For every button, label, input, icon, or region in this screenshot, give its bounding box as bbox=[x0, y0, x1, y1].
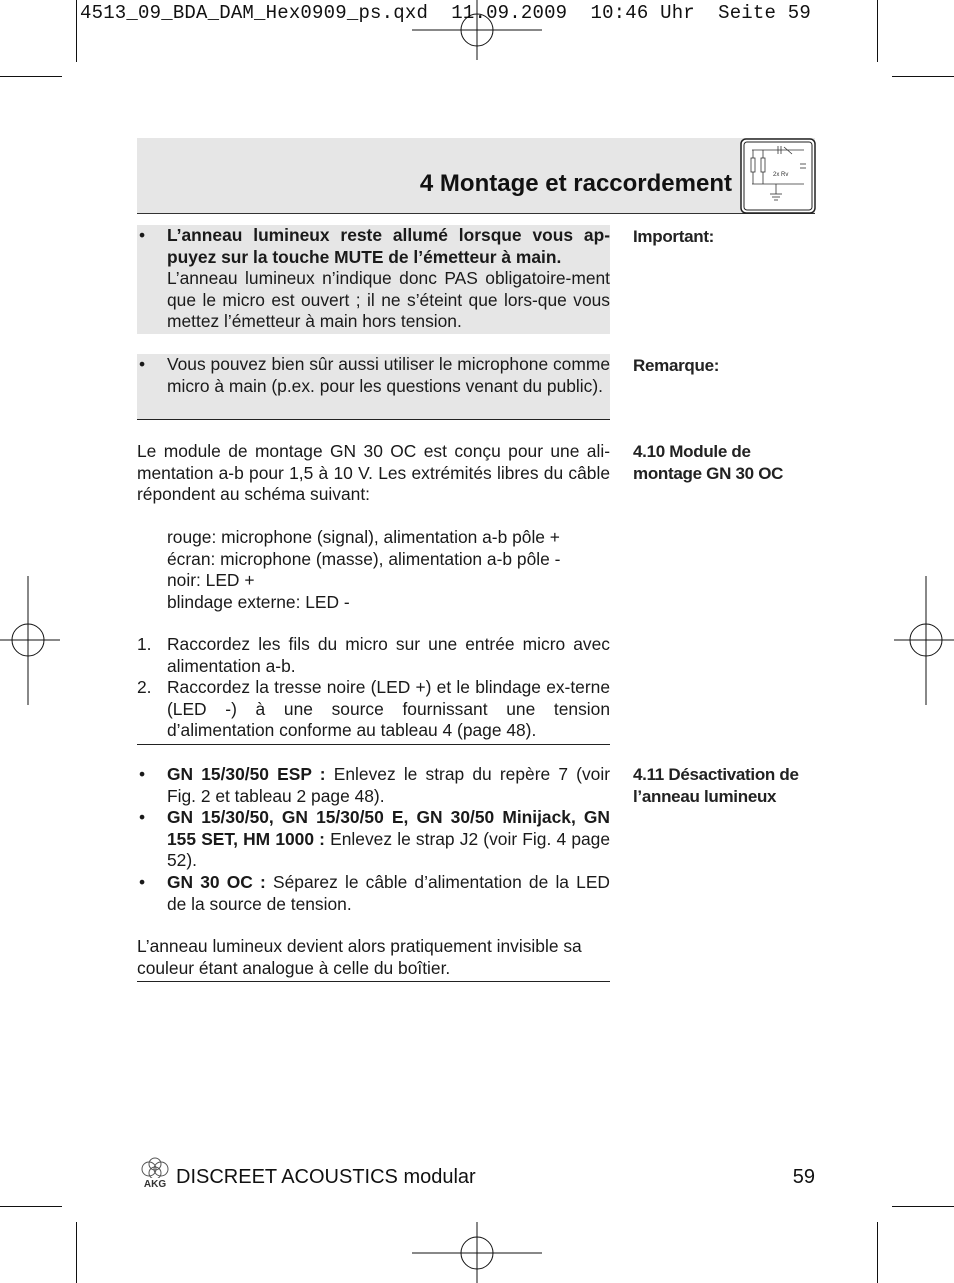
deactivation-list bbox=[137, 764, 610, 915]
svg-text:2x Rv: 2x Rv bbox=[773, 172, 789, 178]
important-text: L’anneau lumineux n’indique donc PAS obligatoire-ment que le micro est ouvert ; il ne s’éteint que lors-que vous mettez l’émetteur à main hors tension. bbox=[167, 268, 610, 332]
page-title: 4 Montage et raccordement bbox=[419, 170, 732, 197]
deactivation-item bbox=[137, 872, 610, 915]
remark-text: Vous pouvez bien sûr aussi utiliser le microphone comme micro à main (p.ex. pour les questions venant du public). bbox=[167, 354, 610, 396]
side-heading-module: 4.10 Module de montage GN 30 OC bbox=[633, 442, 784, 483]
wire-item: blindage externe: LED - bbox=[167, 591, 350, 612]
section-divider bbox=[137, 981, 610, 982]
bullet-marker: • bbox=[139, 225, 146, 245]
section-divider bbox=[137, 744, 610, 745]
bullet-marker: • bbox=[139, 871, 146, 892]
step-item bbox=[137, 677, 610, 742]
steps-list bbox=[137, 634, 610, 742]
header-divider bbox=[137, 213, 815, 214]
instruction-text: Enlevez le strap J2 (voir Fig. 4 page 52). bbox=[167, 828, 611, 871]
side-label-important: Important: bbox=[633, 227, 715, 246]
bullet-marker: • bbox=[139, 807, 146, 828]
step-number: 2. bbox=[137, 677, 152, 698]
wire-item: noir: LED + bbox=[167, 570, 255, 591]
deactivation-item bbox=[137, 764, 610, 807]
closing-text: L’anneau lumineux devient alors pratiquement invisible sa couleur étant analogue à celle du boîtier. bbox=[137, 936, 582, 978]
step-text: Raccordez les fils du micro sur une entrée micro avec alimentation a-b. bbox=[167, 634, 610, 676]
side-heading-deactivation: 4.11 Désactivation de l’anneau lumineux bbox=[633, 765, 799, 806]
side-label-remark: Remarque: bbox=[633, 356, 720, 375]
model-label: GN 15/30/50, GN 15/30/50 E, GN 30/50 Minijack, GN 155 SET, HM 1000 : bbox=[167, 807, 610, 849]
page-number: 59 bbox=[792, 1166, 815, 1188]
step-number: 1. bbox=[137, 634, 152, 654]
section-divider bbox=[137, 419, 610, 420]
wire-list bbox=[167, 527, 627, 613]
step-item bbox=[137, 634, 610, 677]
remark-box bbox=[137, 354, 610, 419]
instruction-text: Enlevez le strap du repère 7 (voir Fig. 2 et tableau 2 page 48). bbox=[167, 764, 610, 806]
module-intro: Le module de montage GN 30 OC est conçu pour une ali-mentation a-b pour 1,5 à 10 V. Les extrémités libres du câble répondent au schéma suivant: bbox=[137, 441, 610, 505]
bullet-marker: • bbox=[139, 354, 146, 374]
important-bullet bbox=[137, 225, 610, 333]
important-bold-text: L’anneau lumineux reste allumé lorsque vous ap-puyez sur la touche MUTE de l’émetteur à main. bbox=[167, 225, 610, 267]
circuit-diagram-icon bbox=[740, 138, 816, 214]
model-label: GN 30 OC : bbox=[167, 871, 266, 892]
footer-title: DISCREET ACOUSTICS modular bbox=[176, 1166, 476, 1188]
wire-item: écran: microphone (masse), alimentation a-b pôle - bbox=[167, 548, 561, 569]
akg-logo-icon bbox=[137, 1157, 173, 1189]
important-box bbox=[137, 225, 610, 334]
bullet-marker: • bbox=[139, 764, 146, 784]
remark-bullet bbox=[137, 354, 610, 397]
wire-item: rouge: microphone (signal), alimentation a-b pôle + bbox=[167, 527, 560, 547]
print-slug: 4513_09_BDA_DAM_Hex0909_ps.qxd 11.09.2009 10:46 Uhr Seite 59 bbox=[80, 2, 811, 24]
instruction-text: Séparez le câble d’alimentation de la LED de la source de tension. bbox=[167, 871, 610, 914]
model-label: GN 15/30/50 ESP : bbox=[167, 764, 326, 784]
deactivation-item bbox=[137, 807, 610, 872]
svg-text:AKG: AKG bbox=[143, 1179, 167, 1189]
step-text: Raccordez la tresse noire (LED +) et le blindage ex-terne (LED -) à une source fournissant une tension d’alimentation conforme au tableau 4 (page 48). bbox=[167, 677, 610, 741]
